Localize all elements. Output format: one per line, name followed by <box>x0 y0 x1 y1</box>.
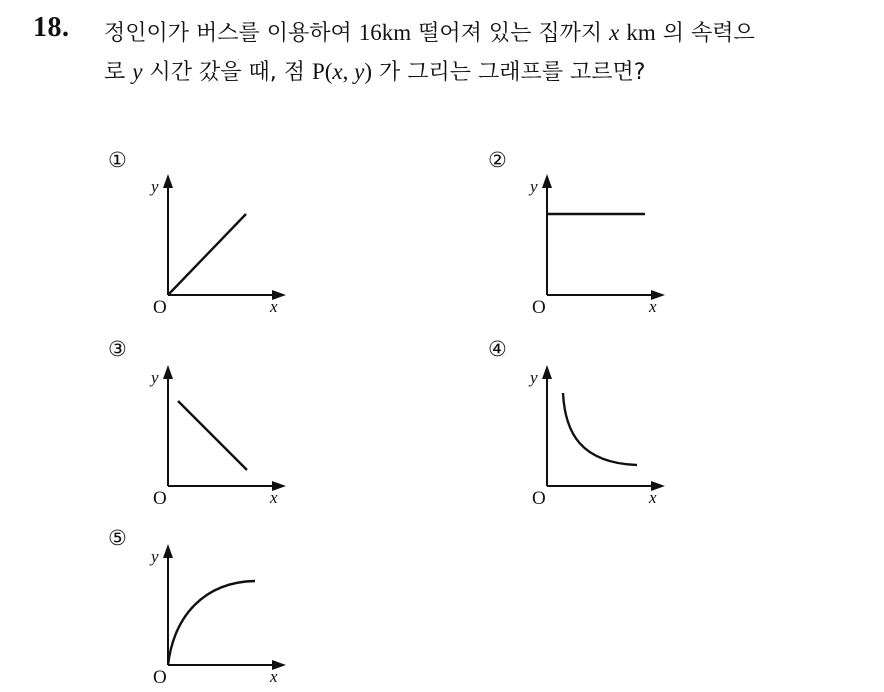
question-text: 시간 갔을 때, 점 <box>142 60 312 85</box>
unit-km: km <box>626 20 656 45</box>
option-5-graph[interactable] <box>140 540 290 688</box>
point-x: x <box>332 59 343 84</box>
y-axis-label: y <box>530 177 538 196</box>
origin-label: O <box>153 297 167 318</box>
variable-x: x <box>609 20 620 45</box>
x-axis-label: x <box>270 667 278 686</box>
y-axis-arrow <box>542 174 552 188</box>
option-3-graph[interactable] <box>140 361 290 509</box>
y-axis-arrow <box>163 365 173 379</box>
origin-label: O <box>153 488 167 509</box>
option-4-graph[interactable] <box>519 361 669 509</box>
point-close: ) <box>364 59 373 84</box>
point-comma: , <box>342 59 355 84</box>
question-text: 가 그리는 그래프를 고르면? <box>372 60 646 85</box>
graph-curve <box>168 214 246 295</box>
point-p: P( <box>311 59 333 84</box>
question-number: 18. <box>33 12 70 43</box>
question-text: 정인이가 버스를 이용하여 <box>104 21 359 46</box>
option-2-graph[interactable] <box>519 170 669 318</box>
option-1-graph[interactable] <box>140 170 290 318</box>
graph-curve <box>563 393 637 465</box>
graph-curve <box>178 401 247 470</box>
y-axis-arrow <box>163 174 173 188</box>
x-axis-label: x <box>649 488 657 507</box>
y-axis-label: y <box>151 547 159 566</box>
option-1-number[interactable]: ① <box>108 148 127 172</box>
y-axis-arrow <box>542 365 552 379</box>
question-text-line-1 <box>104 16 755 47</box>
distance-value: 16km <box>358 20 412 45</box>
origin-label: O <box>532 297 546 318</box>
origin-label: O <box>153 667 167 688</box>
y-axis-label: y <box>530 368 538 387</box>
option-2-number[interactable]: ② <box>488 148 507 172</box>
origin-label: O <box>532 488 546 509</box>
question-text-line-2 <box>104 55 645 86</box>
question-text: 의 속력으 <box>655 21 755 46</box>
point-y: y <box>354 59 365 84</box>
option-5-number[interactable]: ⑤ <box>108 526 127 550</box>
graph-curve <box>168 581 255 665</box>
option-3-number[interactable]: ③ <box>108 337 127 361</box>
x-axis-label: x <box>270 488 278 507</box>
y-axis-label: y <box>151 368 159 387</box>
variable-y: y <box>132 59 143 84</box>
y-axis-arrow <box>163 544 173 558</box>
x-axis-label: x <box>270 297 278 316</box>
x-axis-label: x <box>649 297 657 316</box>
option-4-number[interactable]: ④ <box>488 337 507 361</box>
question-text: 떨어져 있는 집까지 <box>411 21 610 46</box>
y-axis-label: y <box>151 177 159 196</box>
question-text: 로 <box>104 60 133 85</box>
